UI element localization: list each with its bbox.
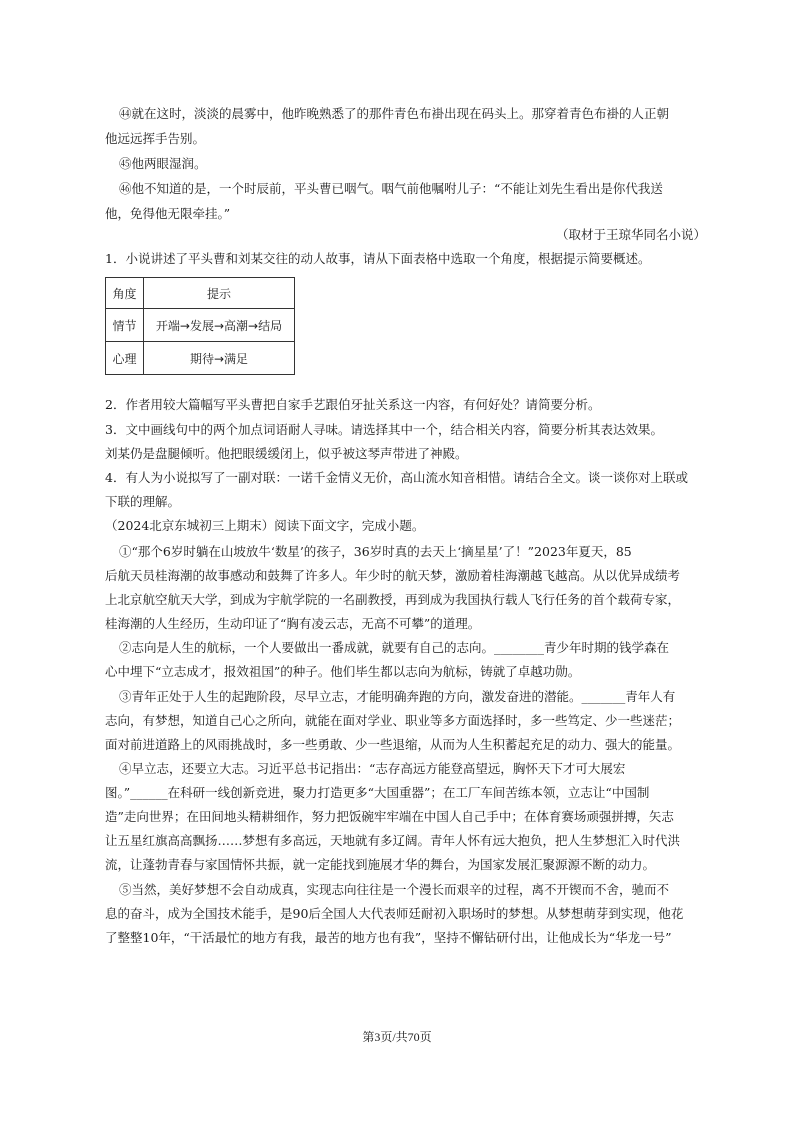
paragraph-2-line: 心中埋下“立志成才，报效祖国”的种子。他们毕生都以志向为航标，铸就了卓越功勋。 — [105, 664, 581, 679]
paragraph-4-line: 图。”______在科研一线创新竞进，聚力打造更多“大国重器”；在工厂车间苦练本领，立志让“中国制 — [105, 785, 650, 800]
paragraph-44-line-2: 他远远挥手告别。 — [105, 131, 206, 146]
question-1: 1．小说讲述了平头曹和刘某交往的动人故事，请从下面表格中选取一个角度，根据提示简要概述。 — [105, 251, 651, 266]
table-cell: 情节 — [106, 309, 144, 342]
paragraph-4-line: ④早立志，还要立大志。习近平总书记指出：“志存高远方能登高望远，胸怀天下才可大展宏 — [119, 761, 626, 776]
paragraph-3-line: 面对前进道路上的风雨挑战时，多一些勇敢、少一些退缩，从而为人生积蓄起充足的动力、强大的能量。 — [105, 737, 681, 752]
table-cell: 开端→发展→高潮→结局 — [144, 309, 295, 342]
paragraph-4-line: 造”走向世界；在田间地头精耕细作，努力把饭碗牢牢端在中国人自己手中；在体育赛场顽强拼搏，矢志 — [105, 809, 674, 824]
paragraph-4-line: 让五星红旗高高飘扬……梦想有多高远，天地就有多辽阔。青年人怀有远大抱负，把人生梦想汇入时代洪 — [105, 833, 681, 848]
paragraph-1-line: 桂海潮的人生经历，生动印证了“胸有凌云志，无高不可攀”的道理。 — [105, 616, 481, 631]
table-row — [106, 342, 295, 375]
question-2: 2．作者用较大篇幅写平头曹把自家手艺跟伯牙扯关系这一内容，有何好处？请简要分析。 — [105, 397, 601, 412]
paragraph-2-line: ②志向是人生的航标，一个人要做出一番成就，就要有自己的志向。________青少年时期的钱学森在 — [119, 640, 670, 655]
angle-table — [105, 277, 295, 375]
table-header-cell: 角度 — [106, 278, 144, 309]
paragraph-1-line: 上北京航空航天大学，到成为宇航学院的一名副教授，再到成为我国执行载人飞行任务的首个载荷专家， — [105, 592, 681, 607]
table-cell: 心理 — [106, 342, 144, 375]
paragraph-5-line: 息的奋斗，成为全国技术能手，是90后全国人大代表师廷耐初入职场时的梦想。从梦想萌芽到实现，他花 — [105, 906, 684, 921]
section-intro: （2024北京东城初三上期末）阅读下面文字，完成小题。 — [105, 518, 425, 533]
paragraph-44-line-1: ㊹就在这时，淡淡的晨雾中，他昨晚熟悉了的那件青色布褂出现在码头上。那穿着青色布褂的人正朝 — [119, 106, 670, 121]
question-3: 3．文中画线句中的两个加点词语耐人寻味。请选择其中一个，结合相关内容，简要分析其表达效果。 — [105, 422, 663, 437]
paragraph-46-line-1: ㊻他不知道的是，一个时辰前，平头曹已咽气。咽气前他嘱咐儿子：“不能让刘先生看出是你代我送 — [119, 181, 663, 196]
paragraph-5-line: 了整整10年，“干活最忙的地方有我，最苦的地方也有我”，坚持不懈钻研付出，让他成长为“华龙一号” — [105, 930, 672, 945]
paragraph-3-line: ③青年正处于人生的起跑阶段，尽早立志，才能明确奔跑的方向，激发奋进的潜能。_______青年人有 — [119, 689, 676, 704]
paragraph-1-line: 后航天员桂海潮的故事感动和鼓舞了许多人。年少时的航天梦，激励着桂海潮越飞越高。从以优异成绩考 — [105, 568, 681, 583]
table-row — [106, 309, 295, 342]
paragraph-1-line: ①“那个6岁时躺在山坡放牛‘数星’的孩子，36岁时真的去天上‘摘星星’了！”2023年夏天，85 — [119, 544, 632, 559]
question-3-quote: 刘某仍是盘腿倾听。他把眼缓缓闭上，似乎被这琴声带进了神殿。 — [105, 446, 468, 461]
table-cell: 期待→满足 — [144, 342, 295, 375]
paragraph-45: ㊺他两眼湿润。 — [119, 156, 207, 171]
paragraph-46-line-2: 他，免得他无限牵挂。” — [105, 206, 231, 221]
page-number: 第3页/共70页 — [362, 1030, 432, 1044]
paragraph-3-line: 志向，有梦想，知道自己心之所向，就能在面对学业、职业等多方面选择时，多一些笃定、少一些迷茫； — [105, 713, 681, 728]
paragraph-4-line: 流，让蓬勃青春与家国情怀共振，就一定能找到施展才华的舞台，为国家发展汇聚源源不断的动力。 — [105, 857, 656, 872]
question-4-line-1: 4．有人为小说拟写了一副对联：一诺千金情义无价，高山流水知音相惜。请结合全文。谈一谈你对上联或 — [105, 470, 688, 485]
table-header-row — [106, 278, 295, 309]
paragraph-5-line: ⑤当然，美好梦想不会自动成真，实现志向往往是一个漫长而艰辛的过程，离不开锲而不舍，驰而不 — [119, 882, 670, 897]
table-header-cell: 提示 — [144, 278, 295, 309]
source-citation: （取材于王琼华同名小说） — [555, 227, 706, 242]
question-4-line-2: 下联的理解。 — [105, 494, 181, 509]
